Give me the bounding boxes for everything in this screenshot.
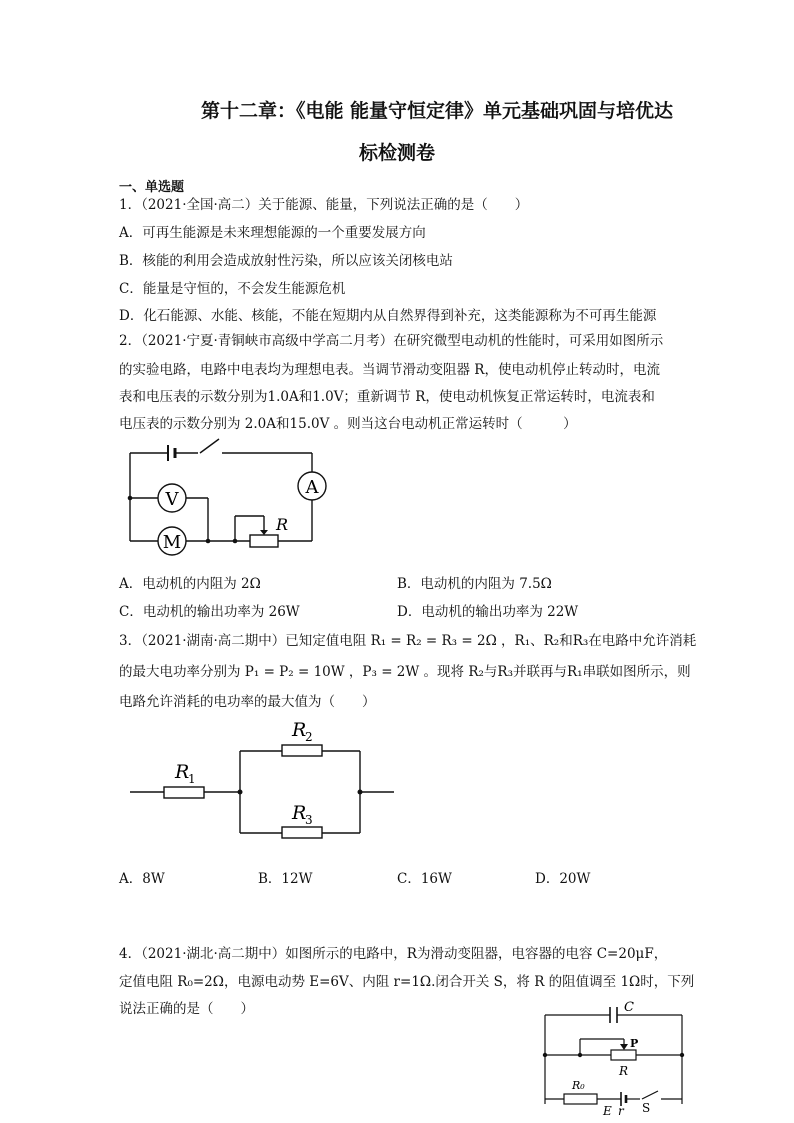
q2-option-c: C．电动机的输出功率为 26W bbox=[119, 604, 300, 620]
resistor-r0 bbox=[564, 1094, 597, 1104]
q3-option-b: B．12W bbox=[258, 871, 313, 887]
q2-option-a: A．电动机的内阻为 2Ω bbox=[119, 576, 261, 592]
q4-rheostat-body bbox=[611, 1050, 636, 1060]
q2-option-d: D．电动机的输出功率为 22W bbox=[397, 604, 579, 620]
q4-stem-line3: 说法正确的是（ ） bbox=[119, 1001, 254, 1017]
r1-subscript: 1 bbox=[188, 772, 196, 786]
q2-stem-line1: 2．（2021·宁夏·青铜峡市高级中学高二月考）在研究微型电动机的性能时，可采用如图所示 bbox=[119, 333, 664, 349]
internal-resistance-label: r bbox=[618, 1104, 624, 1118]
motor-label: M bbox=[162, 532, 182, 553]
q2-stem-line3: 表和电压表的示数分别为1.0A和1.0V；重新调节 R，使电动机恢复正常运转时，电流表和 bbox=[119, 389, 655, 405]
r2-subscript: 2 bbox=[305, 730, 313, 744]
q1-option-c: C．能量是守恒的，不会发生能源危机 bbox=[119, 281, 346, 297]
q1-option-b: B．核能的利用会造成放射性污染，所以应该关闭核电站 bbox=[119, 253, 453, 269]
q3-stem-line1: 3．（2021·湖南·高二期中）已知定值电阻 R₁ = R₂ = R₃ = 2Ω ，R₁、R₂和R₃在电路中允许消耗 bbox=[119, 633, 697, 649]
q3-option-c: C．16W bbox=[397, 871, 452, 887]
q4-slider-arrow-icon bbox=[620, 1044, 628, 1050]
q4-switch-blade bbox=[642, 1091, 658, 1099]
q3-option-d: D．20W bbox=[535, 871, 591, 887]
rheostat-label: R bbox=[276, 515, 289, 534]
r3-label: R bbox=[292, 802, 307, 824]
exam-title-line1: 第十二章：《电能 能量守恒定律》单元基础巩固与培优达 bbox=[200, 100, 674, 122]
capacitor-label: C bbox=[624, 1000, 634, 1015]
exam-title-line2: 标检测卷 bbox=[358, 142, 435, 164]
q3-stem-line3: 电路允许消耗的电功率的最大值为（ ） bbox=[119, 694, 376, 710]
voltmeter-label: V bbox=[165, 489, 179, 510]
r1-label: R bbox=[175, 761, 190, 783]
q2-stem-line4: 电压表的示数分别为 2.0A和15.0V 。则当这台电动机正常运转时（ ） bbox=[119, 416, 577, 432]
switch-label: S bbox=[642, 1101, 651, 1115]
slider-label: P bbox=[630, 1037, 639, 1050]
section-heading: 一、单选题 bbox=[119, 180, 185, 195]
ammeter-label: A bbox=[305, 477, 319, 498]
q1-stem: 1．（2021·全国·高二）关于能源、能量，下列说法正确的是（ ） bbox=[119, 197, 529, 213]
r0-label: R₀ bbox=[572, 1079, 585, 1092]
q3-option-a: A．8W bbox=[119, 871, 165, 887]
q4-rheostat-label: R bbox=[619, 1064, 629, 1078]
r2-label: R bbox=[292, 719, 307, 741]
q2-stem-line2: 的实验电路，电路中电表均为理想电表。当调节滑动变阻器 R，使电动机停止转动时，电流 bbox=[119, 362, 660, 378]
q1-option-d: D．化石能源、水能、核能，不能在短期内从自然界得到补充，这类能源称为不可再生能源 bbox=[119, 308, 657, 324]
q2-option-b: B．电动机的内阻为 7.5Ω bbox=[397, 576, 552, 592]
q4-stem-line1: 4．（2021·湖北·高二期中）如图所示的电路中，R为滑动变阻器，电容器的电容 C=20μF， bbox=[119, 946, 668, 962]
q1-option-a: A．可再生能源是未来理想能源的一个重要发展方向 bbox=[119, 225, 426, 241]
q3-stem-line2: 的最大电功率分别为 P₁ = P₂ = 10W ，P₃ = 2W 。现将 R₂与R₃并联再与R₁串联如图所示，则 bbox=[119, 664, 691, 680]
emf-label: E bbox=[603, 1104, 612, 1118]
r3-subscript: 3 bbox=[305, 813, 313, 827]
q4-stem-line2: 定值电阻 R₀=2Ω，电源电动势 E=6V、内阻 r=1Ω.闭合开关 S，将 R 的阻值调至 1Ω时，下列 bbox=[119, 974, 695, 990]
